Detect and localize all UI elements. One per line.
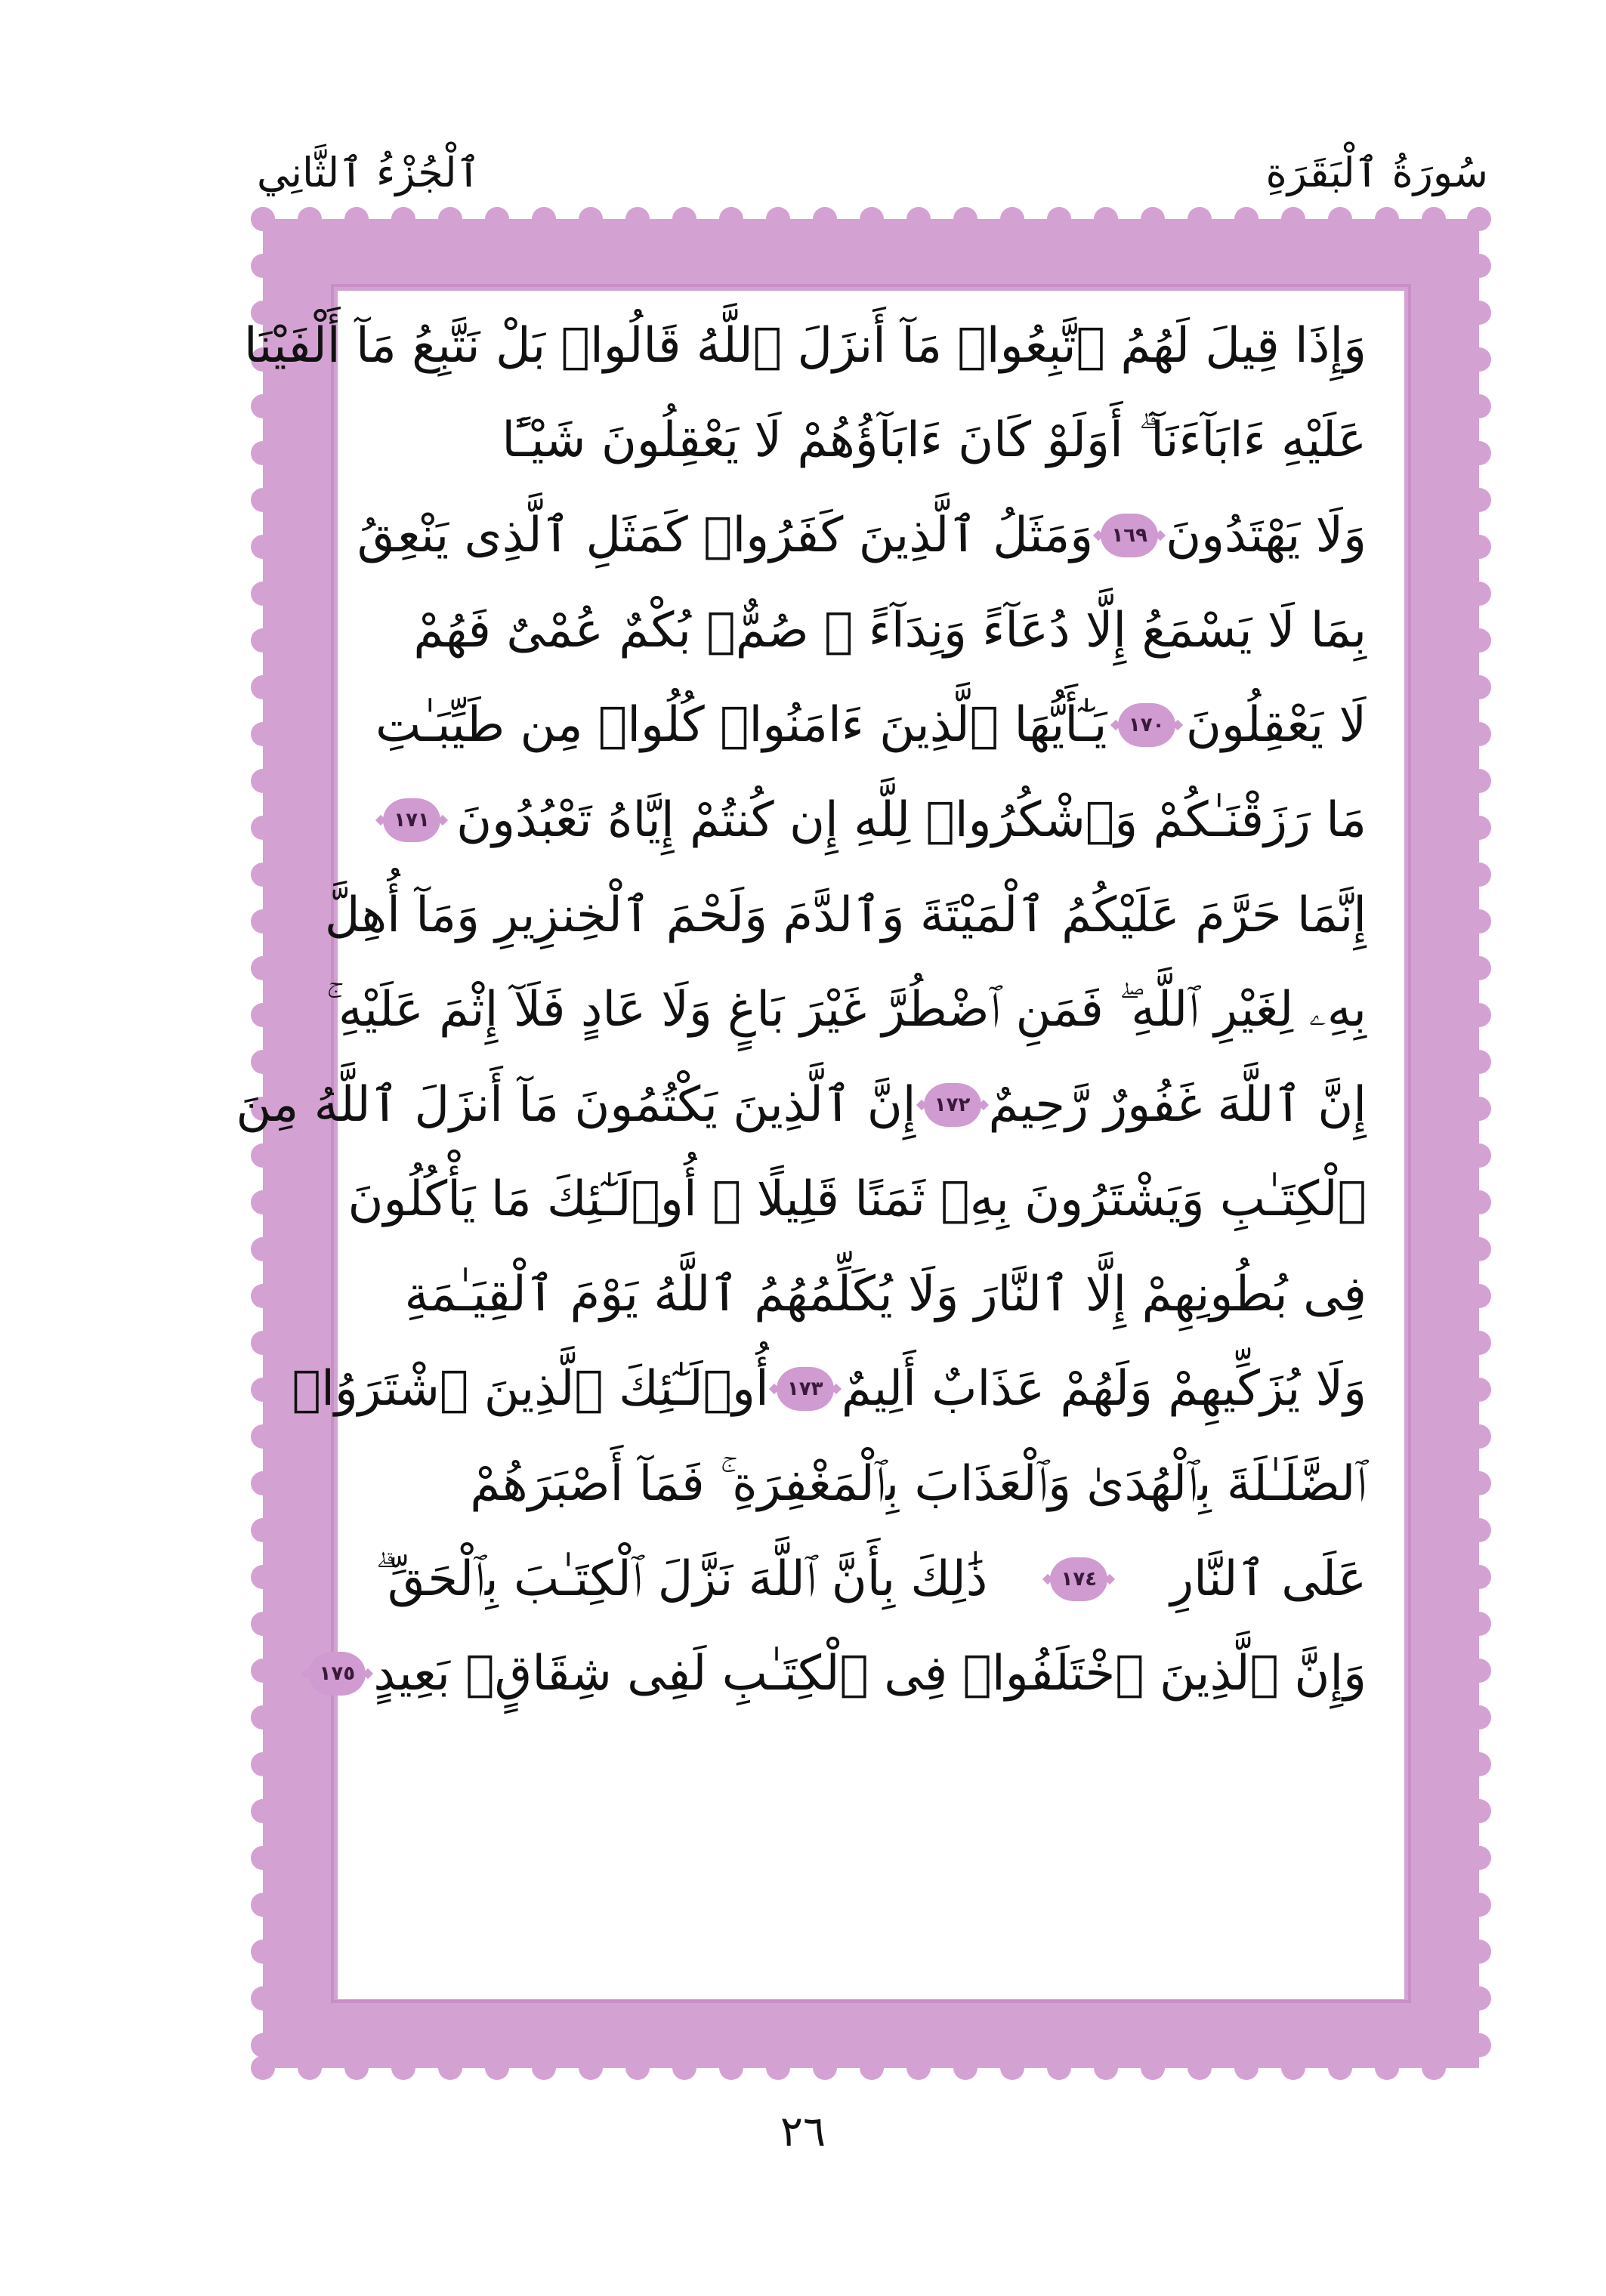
verse-text: ٱلْكِتَـٰبِ وَيَشْتَرُونَ بِهِۦ ثَمَنًا قَلِيلًا ۙ أُو۟لَـٰٓئِكَ مَا يَأْكُلُونَ [347,1171,1367,1228]
verse-text: وَإِنَّ ٱلَّذِينَ ٱخْتَلَفُوا۟ فِى ٱلْكِتَـٰبِ لَفِى شِقَاقٍۭ بَعِيدٍ [373,1646,1367,1702]
verse-line [326,962,1367,1057]
ayah-number-marker: ١٦٩ [1101,514,1158,557]
verse-line [375,773,1367,868]
verse-line [375,677,1367,773]
verse-line [357,488,1367,583]
verse-line [243,298,1367,393]
verse-line [292,1342,1367,1437]
verse-text: ٱلضَّلَـٰلَةَ بِٱلْهُدَىٰ وَٱلْعَذَابَ بِٱلْمَغْفِرَةِ ۚ فَمَآ أَصْبَرَهُمْ [470,1455,1367,1512]
verse-text: وَلَا يُزَكِّيهِمْ وَلَهُمْ عَذَابٌ أَلِيمٌ [841,1361,1367,1418]
verse-line [324,868,1367,963]
verse-text: ذَٰلِكَ بِأَنَّ ٱللَّهَ نَزَّلَ ٱلْكِتَـٰبَ بِٱلْحَقِّ ۗ [375,1551,988,1607]
verse-line [375,1247,1367,1342]
verse-text: بِمَا لَا يَسْمَعُ إِلَّا دُعَآءً وَنِدَآءً ۚ صُمٌّۢ بُكْمٌ عُمْىٌ فَهُمْ [413,602,1367,659]
verse-text: عَلَى ٱلنَّارِ [1170,1551,1367,1608]
page-number: ٢٦ [780,2107,826,2156]
mushaf-text-panel [236,291,1404,1999]
verse-text: إِنَّ ٱللَّهَ غَفُورٌ رَّحِيمٌ [988,1077,1367,1134]
verse-text: لَا يَعْقِلُونَ [1185,697,1367,754]
ayah-number-marker: ١٧٠ [1118,703,1175,747]
verse-line [347,1152,1367,1247]
ayah-number-marker: ١٧٣ [777,1367,834,1411]
verse-text: فِى بُطُونِهِمْ إِلَّا ٱلنَّارَ وَلَا يُكَلِّمُهُمُ ٱللَّهُ يَوْمَ ٱلْقِيَـٰمَةِ [404,1267,1367,1323]
verse-line [375,1532,1367,1627]
ayah-number-marker: ١٧٢ [924,1083,981,1127]
verse-line [375,1437,1367,1532]
verse-text: إِنَّمَا حَرَّمَ عَلَيْكُمُ ٱلْمَيْتَةَ وَٱلدَّمَ وَلَحْمَ ٱلْخِنزِيرِ وَمَآ أُهِلَّ [324,887,1367,943]
verse-text: وَلَا يَهْتَدُونَ [1166,507,1367,563]
verse-text: أُو۟لَـٰٓئِكَ ٱلَّذِينَ ٱشْتَرَوُا۟ [292,1361,769,1418]
surah-name: سُورَةُ ٱلْبَقَرَةِ [1265,149,1488,196]
verse-text: إِنَّ ٱلَّذِينَ يَكْتُمُونَ مَآ أَنزَلَ ٱللَّهُ مِنَ [236,1077,916,1134]
verse-text: وَمَثَلُ ٱلَّذِينَ كَفَرُوا۟ كَمَثَلِ ٱلَّذِى يَنْعِقُ [357,508,1094,564]
ayah-number-marker: ١٧٥ [308,1652,366,1696]
verse-line [236,1057,1367,1153]
verse-line [375,583,1367,678]
ayah-number-marker: ١٧١ [383,798,440,842]
verse-line [375,393,1367,489]
verse-text: يَـٰٓأَيُّهَا ٱلَّذِينَ ءَامَنُوا۟ كُلُوا۟ مِن طَيِّبَـٰتِ [375,697,1107,754]
verse-text: وَإِذَا قِيلَ لَهُمُ ٱتَّبِعُوا۟ مَآ أَنزَلَ ٱللَّهُ قَالُوا۟ بَلْ نَتَّبِعُ مَآ أَلْفَيْنَا [243,317,1367,374]
verse-line [319,1626,1367,1721]
page-header [257,106,1488,196]
verse-text: مَا رَزَقْنَـٰكُمْ وَٱشْكُرُوا۟ لِلَّهِ إِن كُنتُمْ إِيَّاهُ تَعْبُدُونَ [456,792,1367,848]
verse-text: عَلَيْهِ ءَابَآءَنَآ ۗ أَوَلَوْ كَانَ ءَابَآؤُهُمْ لَا يَعْقِلُونَ شَيْـًٔا [502,412,1367,469]
juz-name: ٱلْجُزْءُ ٱلثَّانِي [257,149,481,196]
verse-text: بِهِۦ لِغَيْرِ ٱللَّهِ ۖ فَمَنِ ٱضْطُرَّ غَيْرَ بَاغٍ وَلَا عَادٍ فَلَآ إِثْمَ عَلَيْهِ ۚ [326,981,1367,1038]
ayah-number-marker: ١٧٤ [1050,1557,1107,1601]
